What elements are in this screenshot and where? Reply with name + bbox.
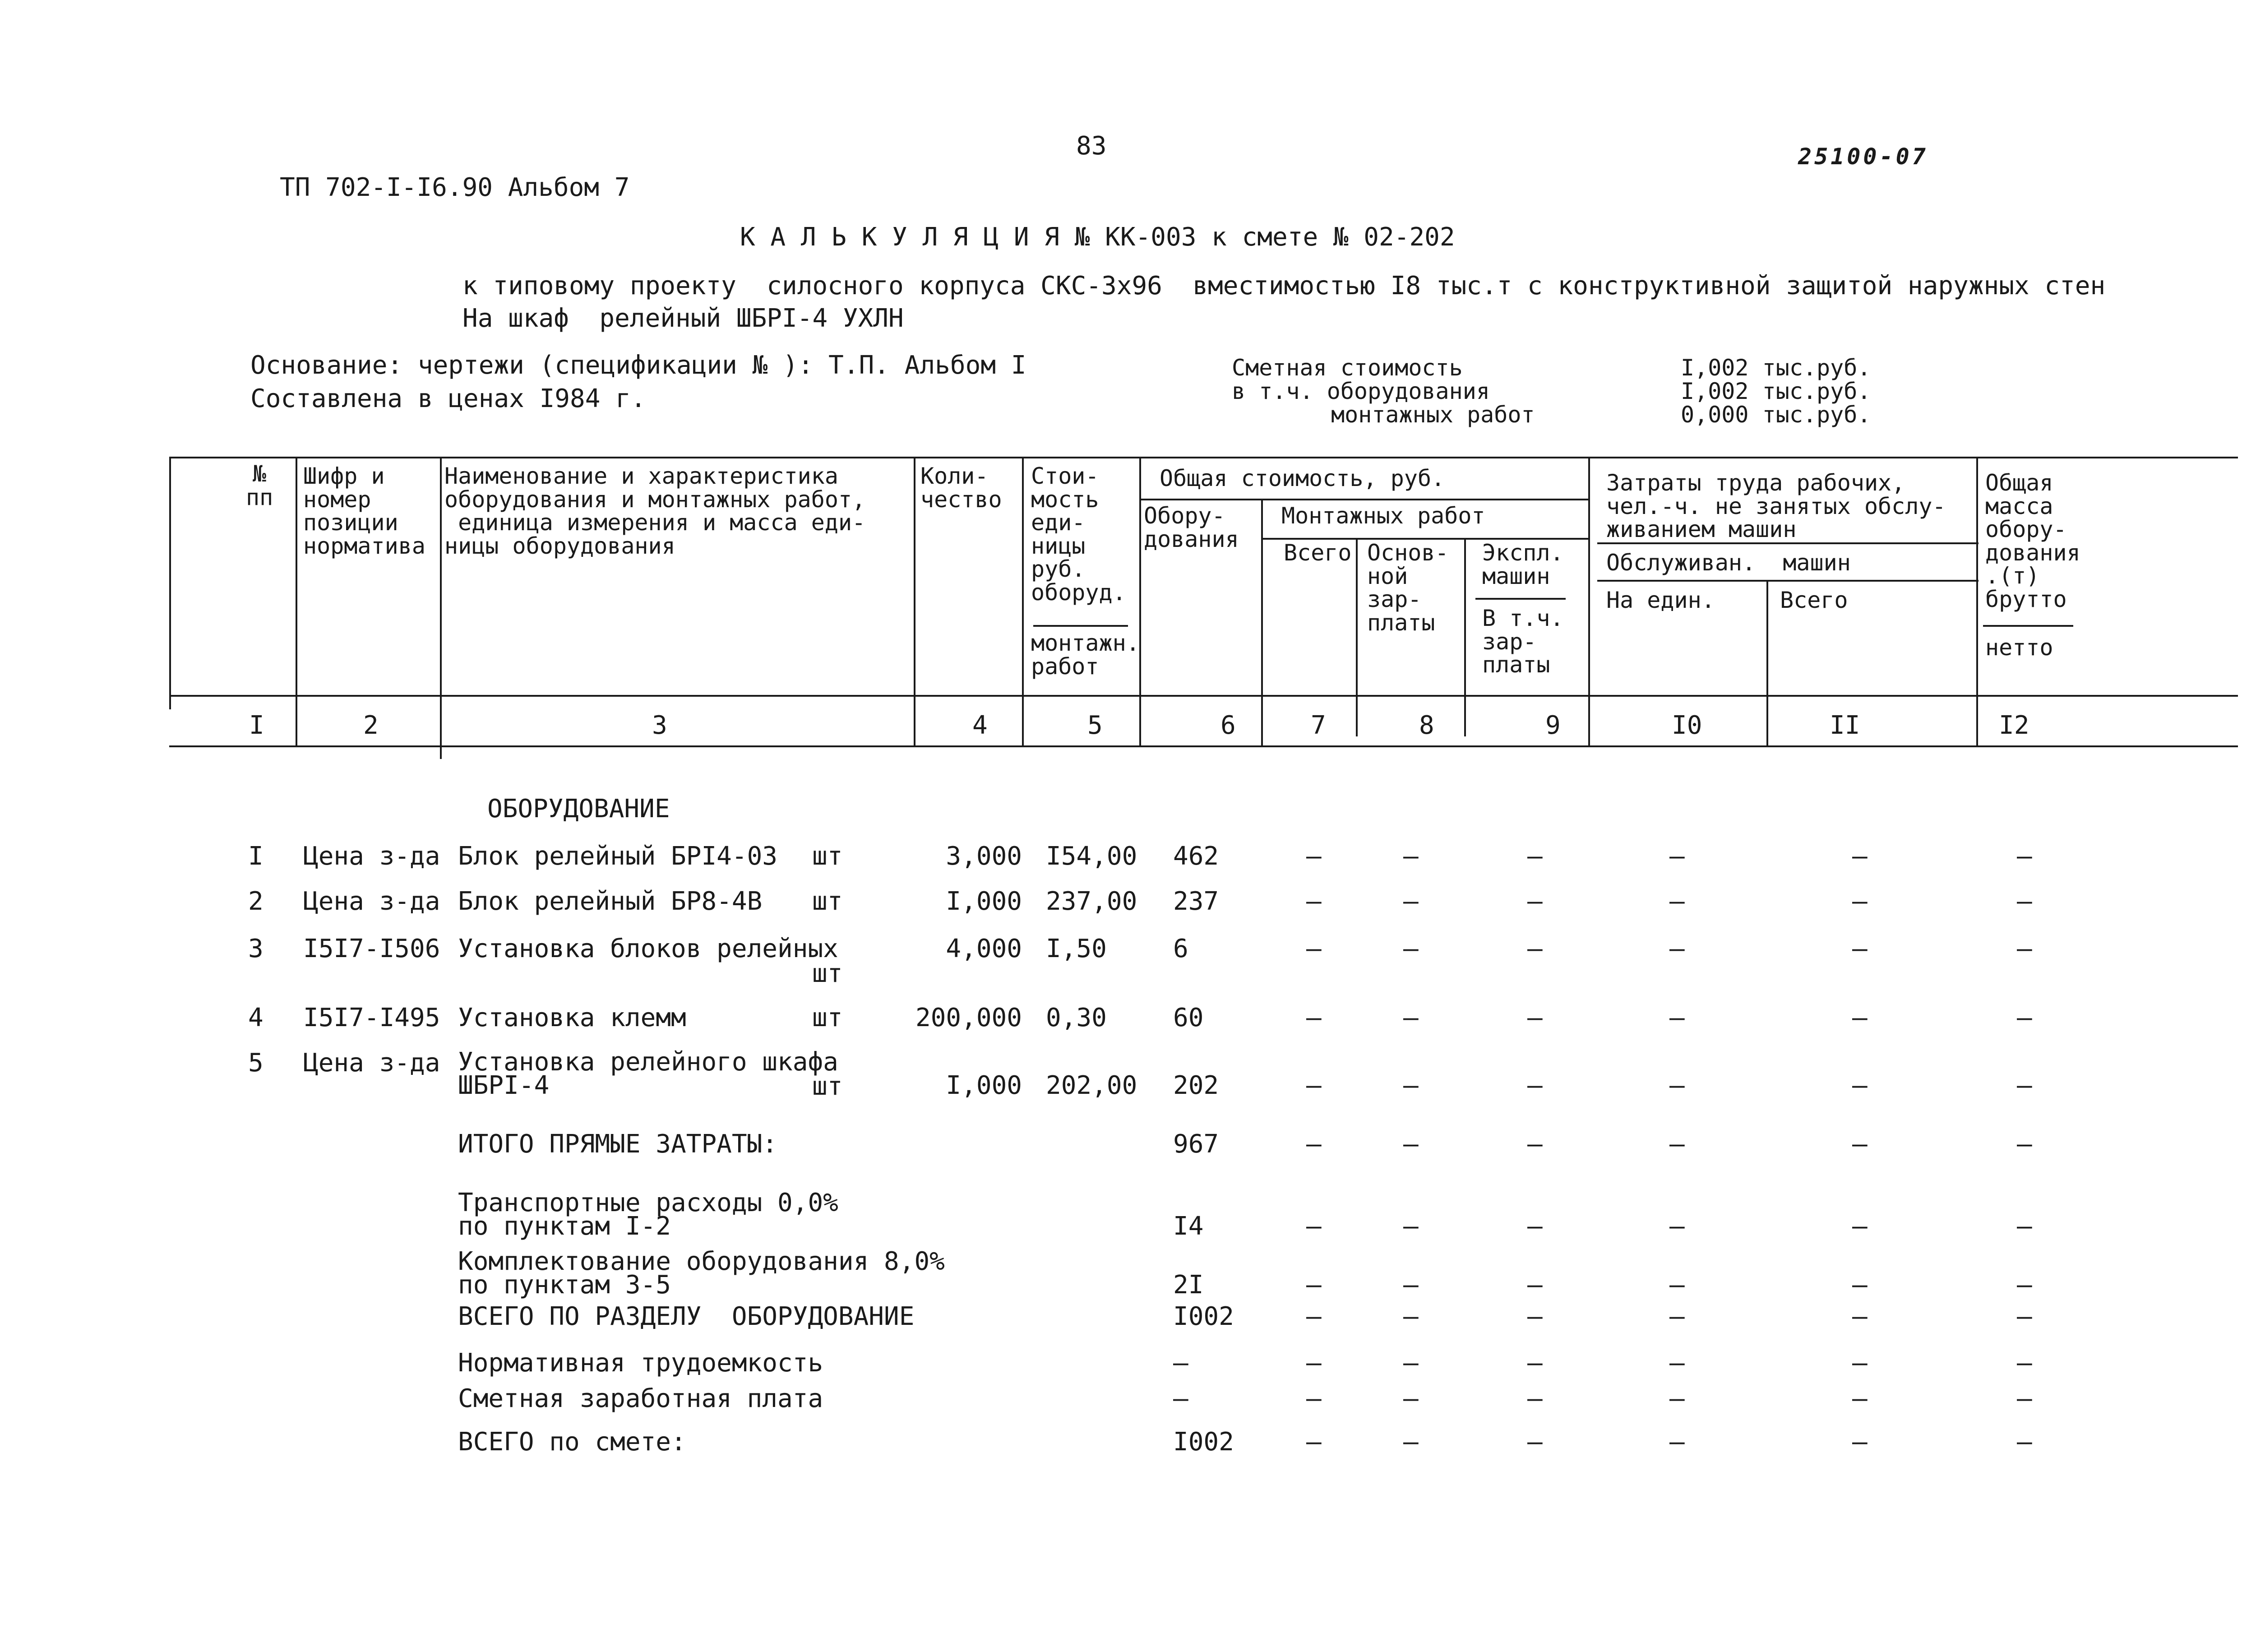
empty-value-dash: – [1669,1348,1685,1378]
row-unit: шт [812,887,843,916]
empty-value-dash: – [1403,842,1419,871]
equipment-cost-label: в т.ч. оборудования [1232,378,1490,404]
empty-value-dash: – [1527,1129,1543,1159]
header-row-number: № пп [246,461,273,510]
row-unit: шт [812,1072,843,1101]
row-unit: шт [812,1003,843,1032]
empty-value-dash: – [1852,1384,1868,1413]
completion-total: 2I [1173,1270,1204,1300]
header-labor-group: Затраты труда рабочих, чел.-ч. не занятых обслу- живанием машин [1606,470,1946,542]
empty-value-dash: – [1403,1348,1419,1378]
empty-value-dash: – [1852,1270,1868,1300]
empty-value-dash: – [1852,934,1868,963]
column-number: II [1830,711,1860,740]
estimate-cost-value: I,002 тыс.руб. [1681,355,1871,381]
empty-value-dash: – [1852,1212,1868,1241]
row-unit: шт [812,959,843,988]
row-code: I5I7-I495 [303,1003,440,1032]
row-unit-price: 0,30 [1046,1003,1107,1032]
column-number: I [249,711,264,740]
empty-value-dash: – [1403,1212,1419,1241]
empty-value-dash: – [2017,1212,2032,1241]
empty-value-dash: – [1527,1302,1543,1331]
column-number: I2 [1999,711,2029,740]
item-subtitle: На шкаф релейный ШБРI-4 УХЛН [462,304,904,333]
row-unit-price: I,50 [1046,934,1107,963]
empty-value-dash: – [1852,842,1868,871]
empty-value-dash: – [1852,1071,1868,1100]
empty-value-dash: – [1403,1129,1419,1159]
row-number: I [248,842,264,871]
empty-value-dash: – [2017,1384,2032,1413]
column-number: 9 [1545,711,1561,740]
basis-line: Основание: чертежи (спецификации № ): Т.П. Альбом I [250,351,1026,380]
row-total: 202 [1173,1071,1219,1100]
row-quantity: I,000 [946,1071,1022,1100]
empty-value-dash: – [1306,1212,1322,1241]
page-number: 83 [1076,131,1107,161]
column-number: I0 [1672,711,1702,740]
empty-value-dash: – [1527,1270,1543,1300]
empty-value-dash: – [2017,1302,2032,1331]
section-total: I002 [1173,1302,1234,1331]
empty-value-dash: – [1669,887,1685,916]
empty-value-dash: – [1527,1348,1543,1378]
empty-value-dash: – [1669,1129,1685,1159]
header-installation-total: Всего [1284,540,1352,566]
empty-value-dash: – [1669,1384,1685,1413]
column-number: 8 [1419,711,1434,740]
row-total: 462 [1173,842,1219,871]
empty-value-dash: – [1527,1212,1543,1241]
empty-value-dash: – [1306,1384,1322,1413]
empty-value-dash: – [1852,1129,1868,1159]
empty-value-dash: – [1852,1427,1868,1457]
empty-value-dash: – [1669,1212,1685,1241]
header-unit-cost-installation: монтажн. работ [1031,630,1140,680]
prices-line: Составлена в ценах I984 г. [250,384,646,413]
row-total: 237 [1173,887,1219,916]
transport-total: I4 [1173,1212,1204,1241]
row-name: Установка клемм [458,1003,686,1032]
empty-value-dash: – [1403,934,1419,963]
row-quantity: 200,000 [915,1003,1022,1032]
equipment-cost-value: I,002 тыс.руб. [1681,378,1871,404]
empty-value-dash: – [1306,1003,1322,1032]
labor-norm-total: – [1173,1348,1188,1378]
empty-value-dash: – [1852,1003,1868,1032]
empty-value-dash: – [2017,934,2032,963]
transport-label: Транспортные расходы 0,0% по пунктам I-2 [458,1188,838,1241]
row-name: Блок релейный БРI4-03 [458,842,778,871]
section-total-label: ВСЕГО ПО РАЗДЕЛУ ОБОРУДОВАНИЕ [458,1302,915,1331]
header-per-unit: На един. [1606,587,1715,613]
row-code: Цена з-да [303,887,440,916]
header-machine-operation: Экспл. машин [1482,540,1564,589]
empty-value-dash: – [1306,1129,1322,1159]
row-total: 60 [1173,1003,1204,1032]
estimate-cost-label: Сметная стоимость [1232,355,1463,381]
empty-value-dash: – [1403,1427,1419,1457]
empty-value-dash: – [2017,1270,2032,1300]
empty-value-dash: – [1852,887,1868,916]
row-name: Блок релейный БР8-4В [458,887,763,916]
empty-value-dash: – [1669,1302,1685,1331]
row-name: Установка блоков релейных [458,934,838,963]
empty-value-dash: – [1306,887,1322,916]
row-name: Установка релейного шкафа ШБРI-4 [458,1047,838,1100]
row-number: 5 [248,1048,264,1078]
empty-value-dash: – [1306,934,1322,963]
direct-costs-total: 967 [1173,1129,1219,1159]
header-quantity: Коли- чество [920,463,1002,513]
row-code: Цена з-да [303,842,440,871]
row-quantity: 4,000 [946,934,1022,963]
header-code: Шифр и номер позиции норматива [303,463,425,559]
empty-value-dash: – [1527,934,1543,963]
header-labor-total: Всего [1780,587,1848,613]
project-subtitle: к типовому проекту силосного корпуса СКС-3х96 вместимостью I8 тыс.т с конструктивной защитой наружных стен [462,271,2106,301]
empty-value-dash: – [1403,1302,1419,1331]
section-title: ОБОРУДОВАНИЕ [487,794,670,824]
wage-fund-total: – [1173,1384,1188,1413]
row-number: 3 [248,934,264,963]
empty-value-dash: – [1403,1003,1419,1032]
installation-cost-value: 0,000 тыс.руб. [1681,402,1871,428]
empty-value-dash: – [1852,1302,1868,1331]
empty-value-dash: – [1527,1071,1543,1100]
empty-value-dash: – [2017,842,2032,871]
empty-value-dash: – [2017,1003,2032,1032]
document-code: 25100-07 [1798,143,1928,170]
empty-value-dash: – [1669,1003,1685,1032]
row-number: 4 [248,1003,264,1032]
empty-value-dash: – [2017,1071,2032,1100]
document-title: К А Л Ь К У Л Я Ц И Я № КК-003 к смете № 02-202 [740,222,1455,252]
empty-value-dash: – [1403,1384,1419,1413]
empty-value-dash: – [1527,1384,1543,1413]
row-unit-price: 237,00 [1046,887,1137,916]
header-machine-wages: В т.ч. зар- платы [1482,605,1564,678]
empty-value-dash: – [1306,842,1322,871]
empty-value-dash: – [1669,1427,1685,1457]
row-code: I5I7-I506 [303,934,440,963]
empty-value-dash: – [1669,1270,1685,1300]
header-machine-service: Обслуживан. машин [1606,550,1851,576]
row-total: 6 [1173,934,1188,963]
empty-value-dash: – [1669,934,1685,963]
empty-value-dash: – [1527,842,1543,871]
grand-total-label: ВСЕГО по смете: [458,1427,686,1457]
empty-value-dash: – [1306,1302,1322,1331]
empty-value-dash: – [1527,1427,1543,1457]
column-number: 7 [1311,711,1326,740]
column-number: 6 [1220,711,1236,740]
empty-value-dash: – [1306,1071,1322,1100]
row-code: Цена з-да [303,1048,440,1078]
empty-value-dash: – [1403,1071,1419,1100]
empty-value-dash: – [1527,887,1543,916]
row-quantity: I,000 [946,887,1022,916]
empty-value-dash: – [1403,887,1419,916]
empty-value-dash: – [2017,887,2032,916]
row-unit: шт [812,842,843,871]
empty-value-dash: – [2017,1427,2032,1457]
empty-value-dash: – [2017,1129,2032,1159]
labor-norm-label: Нормативная трудоемкость [458,1348,823,1378]
installation-cost-label: монтажных работ [1331,402,1535,428]
album-reference: ТП 702-I-I6.90 Альбом 7 [280,173,630,202]
empty-value-dash: – [2017,1348,2032,1378]
empty-value-dash: – [1852,1348,1868,1378]
grand-total: I002 [1173,1427,1234,1457]
column-number: 5 [1087,711,1103,740]
header-gross-mass: Общая масса обору- дования .(т) брутто [1985,470,2080,612]
header-total-cost-group: Общая стоимость, руб. [1160,465,1445,491]
empty-value-dash: – [1669,1071,1685,1100]
empty-value-dash: – [1306,1348,1322,1378]
header-installation-group: Монтажных работ [1281,503,1485,529]
header-base-wages: Основ- ной зар- платы [1367,540,1449,636]
empty-value-dash: – [1306,1270,1322,1300]
direct-costs-label: ИТОГО ПРЯМЫЕ ЗАТРАТЫ: [458,1129,778,1159]
column-number: 2 [363,711,379,740]
empty-value-dash: – [1403,1270,1419,1300]
empty-value-dash: – [1669,842,1685,871]
row-unit-price: 202,00 [1046,1071,1137,1100]
completion-label: Комплектование оборудования 8,0% по пунктам 3-5 [458,1247,945,1300]
column-number: 4 [972,711,988,740]
empty-value-dash: – [1306,1427,1322,1457]
header-name: Наименование и характеристика оборудования и монтажных работ, единица измерения и масса еди- ницы оборудования [444,463,866,559]
row-quantity: 3,000 [946,842,1022,871]
header-net-mass: нетто [1985,634,2053,661]
column-number: 3 [652,711,667,740]
row-number: 2 [248,887,264,916]
header-unit-cost-equipment: Стои- мость еди- ницы руб. оборуд. [1031,463,1126,606]
header-equipment-cost: Обору- дования [1144,503,1239,552]
row-unit-price: I54,00 [1046,842,1137,871]
wage-fund-label: Сметная заработная плата [458,1384,823,1413]
empty-value-dash: – [1527,1003,1543,1032]
